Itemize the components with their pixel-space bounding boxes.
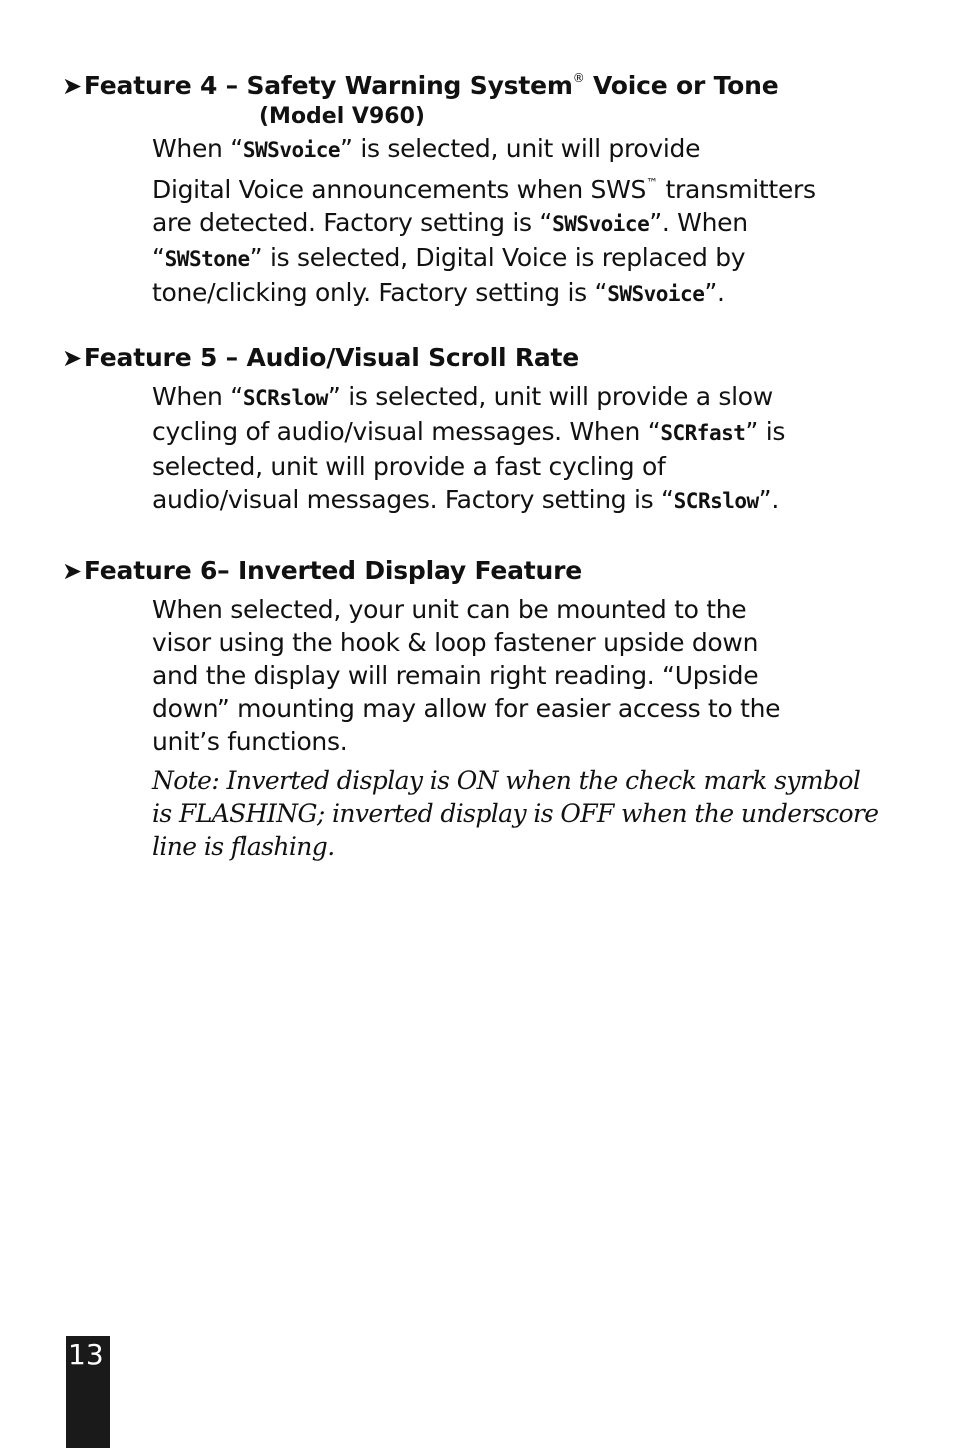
text-line bbox=[152, 276, 892, 311]
note-line: line is flashing. bbox=[152, 832, 335, 861]
text-line bbox=[152, 132, 892, 167]
text-span: When “ bbox=[152, 382, 243, 411]
trademark-mark: ™ bbox=[646, 176, 658, 190]
text-line bbox=[152, 241, 892, 276]
lcd-code: SWSvoice bbox=[607, 282, 705, 306]
arrow-bullet-icon: ➤ bbox=[62, 344, 82, 372]
lcd-code: SCRslow bbox=[673, 489, 759, 513]
text-span: ” is selected, Digital Voice is replaced by bbox=[249, 243, 746, 272]
arrow-bullet-icon: ➤ bbox=[62, 72, 82, 100]
feature-4-title-end: Voice or Tone bbox=[584, 71, 779, 100]
lcd-code: SWSvoice bbox=[242, 138, 341, 162]
text-line bbox=[152, 206, 892, 241]
feature-5-section bbox=[62, 342, 892, 518]
text-line: down” mounting may allow for easier access to the bbox=[152, 694, 781, 723]
feature-6-heading bbox=[62, 555, 892, 587]
text-span: transmitters bbox=[657, 175, 816, 204]
text-line: visor using the hook & loop fastener upside down bbox=[152, 628, 759, 657]
text-span: When “ bbox=[152, 134, 243, 163]
text-span: ” is selected, unit will provide a slow bbox=[327, 382, 773, 411]
text-span: cycling of audio/visual messages. When “ bbox=[152, 417, 661, 446]
feature-5-heading bbox=[62, 342, 892, 374]
lcd-code: SCRslow bbox=[242, 386, 328, 410]
feature-6-title: Feature 6– Inverted Display Feature bbox=[83, 556, 583, 585]
text-span: ”. bbox=[758, 485, 779, 514]
lcd-code: SWStone bbox=[164, 247, 250, 271]
text-line: When selected, your unit can be mounted to the bbox=[152, 595, 747, 624]
inverted-display-note bbox=[152, 764, 892, 863]
text-span: tone/clicking only. Factory setting is “ bbox=[152, 278, 608, 307]
feature-5-title: Feature 5 – Audio/Visual Scroll Rate bbox=[83, 343, 580, 372]
text-span: Digital Voice announcements when SWS bbox=[152, 175, 647, 204]
feature-4-model: (Model V960) bbox=[259, 104, 425, 129]
feature-4-title: Feature 4 – Safety Warning System bbox=[83, 71, 573, 100]
feature-4-body bbox=[62, 132, 892, 311]
arrow-bullet-icon: ➤ bbox=[62, 557, 82, 585]
text-span: ” is bbox=[745, 417, 786, 446]
text-line: selected, unit will provide a fast cycling of bbox=[152, 452, 666, 481]
text-line: and the display will remain right reading. “Upside bbox=[152, 661, 759, 690]
feature-5-body bbox=[62, 380, 892, 518]
text-line bbox=[152, 167, 892, 206]
text-line bbox=[152, 415, 892, 450]
text-span: ” is selected, unit will provide bbox=[340, 134, 701, 163]
text-span: ”. bbox=[704, 278, 725, 307]
lcd-code: SCRfast bbox=[660, 421, 746, 445]
text-line bbox=[152, 483, 892, 518]
text-line bbox=[152, 380, 892, 415]
lcd-code: SWSvoice bbox=[552, 212, 650, 236]
note-line: Note: Inverted display is ON when the check mark symbol bbox=[152, 766, 861, 795]
feature-4-heading bbox=[62, 62, 892, 102]
registered-mark: ® bbox=[572, 71, 585, 85]
feature-6-body bbox=[62, 593, 892, 863]
text-line: unit’s functions. bbox=[152, 727, 348, 756]
page-number: 13 bbox=[68, 1338, 104, 1371]
text-span: ”. When bbox=[649, 208, 748, 237]
text-span: audio/visual messages. Factory setting is “ bbox=[152, 485, 674, 514]
note-line: is FLASHING; inverted display is OFF when the underscore bbox=[152, 799, 879, 828]
text-span: “ bbox=[152, 243, 165, 272]
feature-6-section bbox=[62, 555, 892, 863]
feature-4-section bbox=[62, 62, 892, 311]
text-span: are detected. Factory setting is “ bbox=[152, 208, 553, 237]
